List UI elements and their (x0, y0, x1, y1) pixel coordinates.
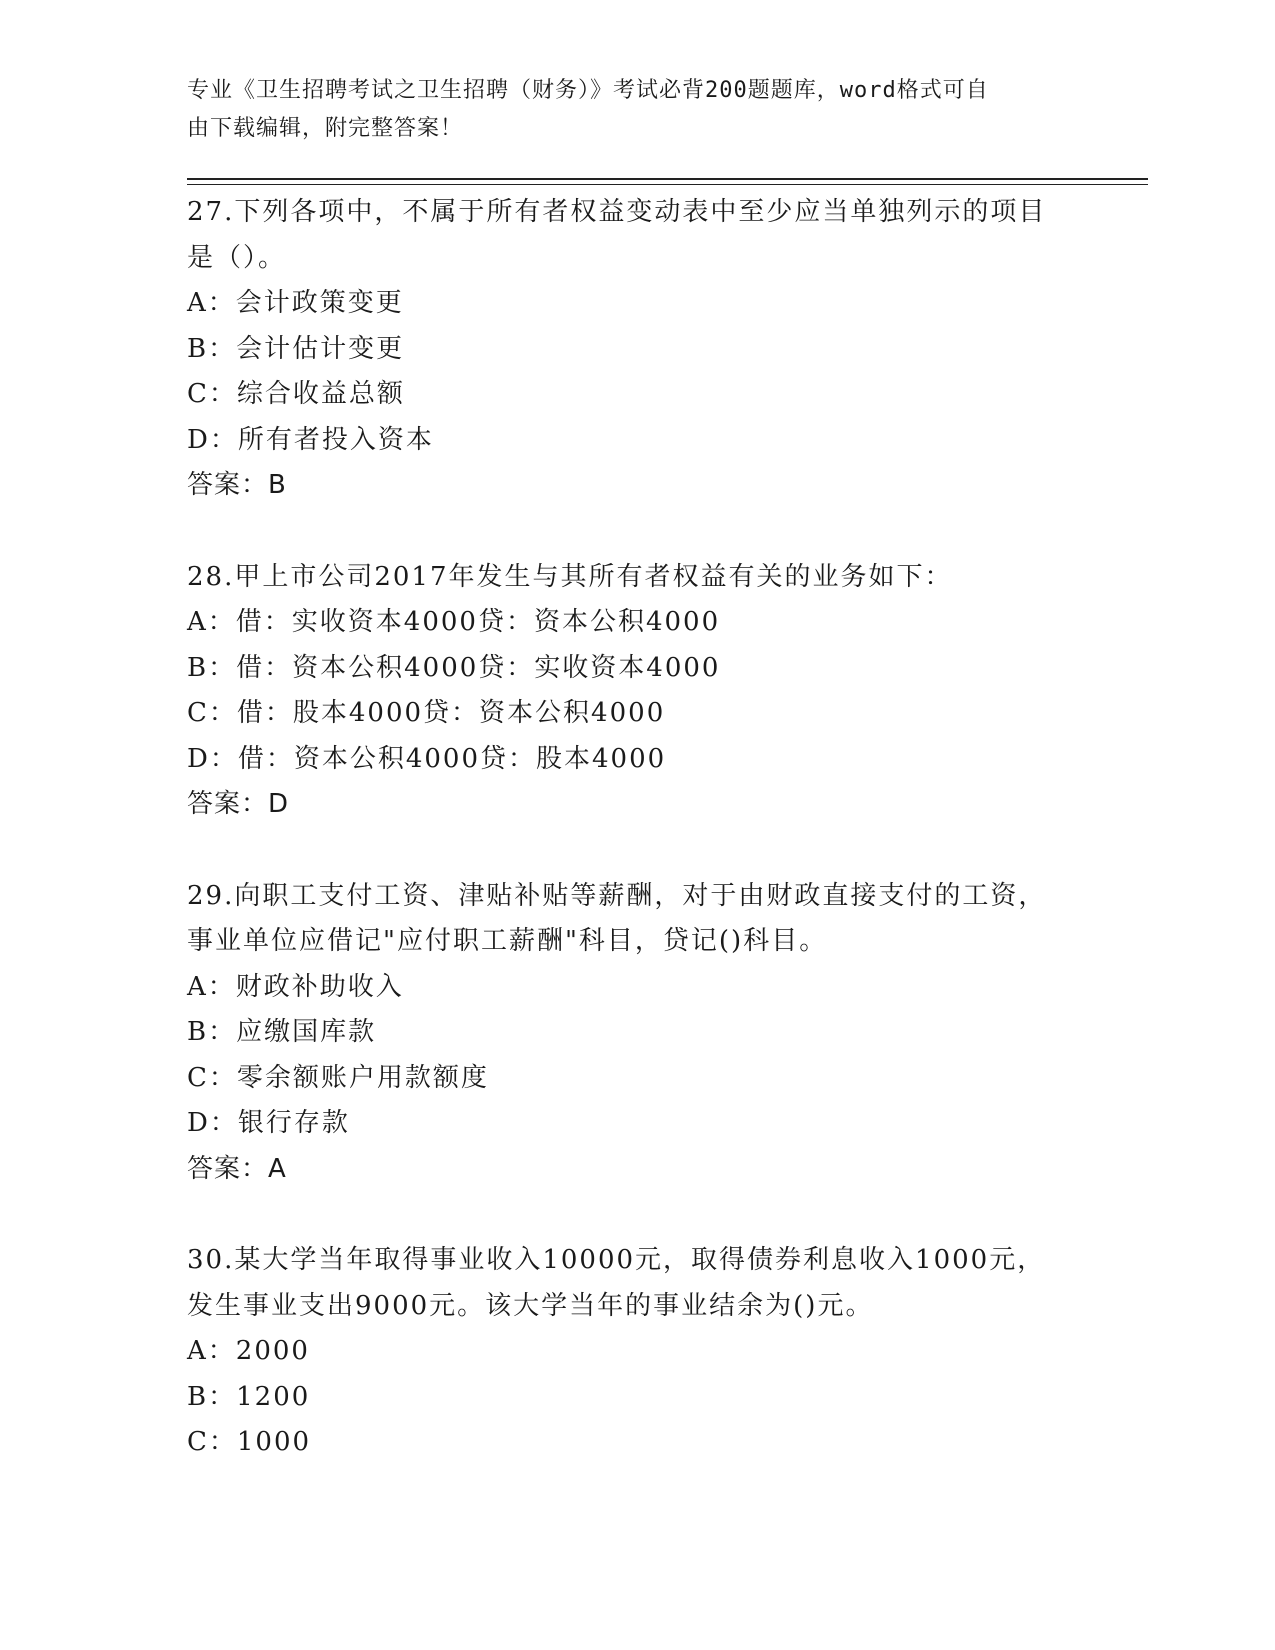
question-stem: 28.甲上市公司2017年发生与其所有者权益有关的业务如下： (187, 561, 953, 592)
option-c: C：综合收益总额 (187, 379, 405, 409)
option-d: D：借：资本公积4000贷：股本4000 (187, 743, 667, 774)
question-29 (187, 874, 1087, 1193)
question-27 (187, 190, 1087, 509)
answer: 答案：D (187, 789, 290, 819)
option-b: B：应缴国库款 (187, 1017, 377, 1047)
option-a: A：借：实收资本4000贷：资本公积4000 (187, 607, 721, 637)
option-d: D：所有者投入资本 (187, 424, 434, 455)
question-stem: 是（）。 (187, 242, 287, 273)
question-list (187, 190, 1087, 1466)
option-c: C：1000 (187, 1427, 312, 1457)
option-c: C：借：股本4000贷：资本公积4000 (187, 698, 666, 728)
question-stem: 事业单位应借记"应付职工薪酬"科目，贷记()科目。 (187, 926, 828, 956)
option-b: B：会计估计变更 (187, 333, 405, 364)
header-line-2: 由下载编辑，附完整答案！ (187, 116, 464, 141)
question-stem: 发生事业支出9000元。该大学当年的事业结余为()元。 (187, 1290, 874, 1321)
option-a: A：2000 (187, 1336, 310, 1366)
option-a: A：财政补助收入 (187, 971, 404, 1002)
header-divider-thick (187, 178, 1148, 180)
option-d: D：银行存款 (187, 1108, 350, 1138)
question-30 (187, 1238, 1087, 1466)
option-b: B：1200 (187, 1381, 311, 1412)
question-28 (187, 555, 1087, 828)
option-c: C：零余额账户用款额度 (187, 1062, 489, 1093)
answer: 答案：A (187, 1153, 287, 1184)
question-stem: 30.某大学当年取得事业收入10000元，取得债券利息收入1000元， (187, 1245, 1046, 1275)
question-stem: 27.下列各项中，不属于所有者权益变动表中至少应当单独列示的项目 (187, 197, 1047, 227)
header-line-1: 专业《卫生招聘考试之卫生招聘（财务）》考试必背200题题库，word格式可自 (187, 78, 989, 103)
option-b: B：借：资本公积4000贷：实收资本4000 (187, 652, 721, 683)
answer: 答案：B (187, 470, 287, 500)
option-a: A：会计政策变更 (187, 288, 404, 318)
question-stem: 29.向职工支付工资、津贴补贴等薪酬，对于由财政直接支付的工资， (187, 880, 1047, 911)
document-header (187, 72, 1067, 148)
header-divider-thin (187, 184, 1148, 185)
